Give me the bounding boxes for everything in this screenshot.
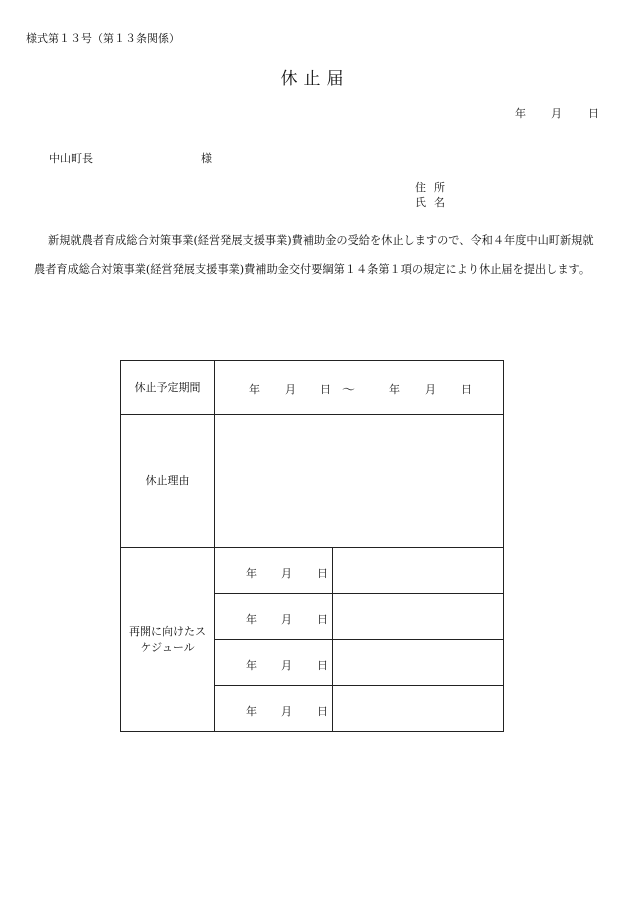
period-end-year: 年	[389, 383, 400, 396]
schedule-label-text: 再開に向けたスケジュール	[129, 624, 206, 654]
period-row	[121, 361, 504, 415]
schedule-year: 年	[246, 613, 257, 626]
period-start-day: 日	[320, 383, 331, 396]
address-label: 住所	[415, 181, 453, 194]
period-tilde: ～	[342, 383, 356, 398]
schedule-month: 月	[281, 567, 292, 580]
period-label: 休止予定期間	[121, 361, 215, 415]
period-start-month: 月	[285, 383, 296, 396]
date-day: 日	[588, 107, 599, 120]
schedule-year: 年	[246, 705, 257, 718]
period-end-month: 月	[425, 383, 436, 396]
schedule-date-2[interactable]	[215, 594, 333, 640]
schedule-month: 月	[281, 613, 292, 626]
schedule-year: 年	[246, 567, 257, 580]
period-field[interactable]	[215, 361, 504, 415]
form-number: 様式第１３号（第１３条関係）	[26, 32, 180, 45]
date-year: 年	[515, 107, 526, 120]
date-month: 月	[551, 107, 562, 120]
schedule-date-4[interactable]	[215, 686, 333, 732]
addressee: 中山町長	[49, 152, 93, 165]
name-label: 氏名	[415, 196, 453, 209]
period-end-day: 日	[461, 383, 472, 396]
suspension-form-table	[120, 360, 504, 732]
schedule-year: 年	[246, 659, 257, 672]
schedule-date-3[interactable]	[215, 640, 333, 686]
body-text: 新規就農者育成総合対策事業(経営発展支援事業)費補助金の受給を休止しますので、令和４年度中山町新規就農者育成総合対策事業(経営発展支援事業)費補助金交付要綱第１４条第１項の規定により休止届を提出します。	[34, 234, 594, 276]
page-title: 休止届	[280, 69, 350, 89]
schedule-note-1[interactable]	[333, 548, 504, 594]
reason-label: 休止理由	[121, 415, 215, 548]
schedule-note-2[interactable]	[333, 594, 504, 640]
schedule-day: 日	[317, 613, 328, 626]
honorific: 様	[201, 152, 212, 165]
schedule-label	[121, 548, 215, 732]
schedule-note-4[interactable]	[333, 686, 504, 732]
reason-row	[121, 415, 504, 548]
schedule-row	[121, 548, 504, 594]
schedule-month: 月	[281, 705, 292, 718]
schedule-day: 日	[317, 705, 328, 718]
schedule-note-3[interactable]	[333, 640, 504, 686]
period-start-year: 年	[249, 383, 260, 396]
schedule-day: 日	[317, 659, 328, 672]
schedule-month: 月	[281, 659, 292, 672]
schedule-day: 日	[317, 567, 328, 580]
reason-field[interactable]	[215, 415, 504, 548]
schedule-date-1[interactable]	[215, 548, 333, 594]
